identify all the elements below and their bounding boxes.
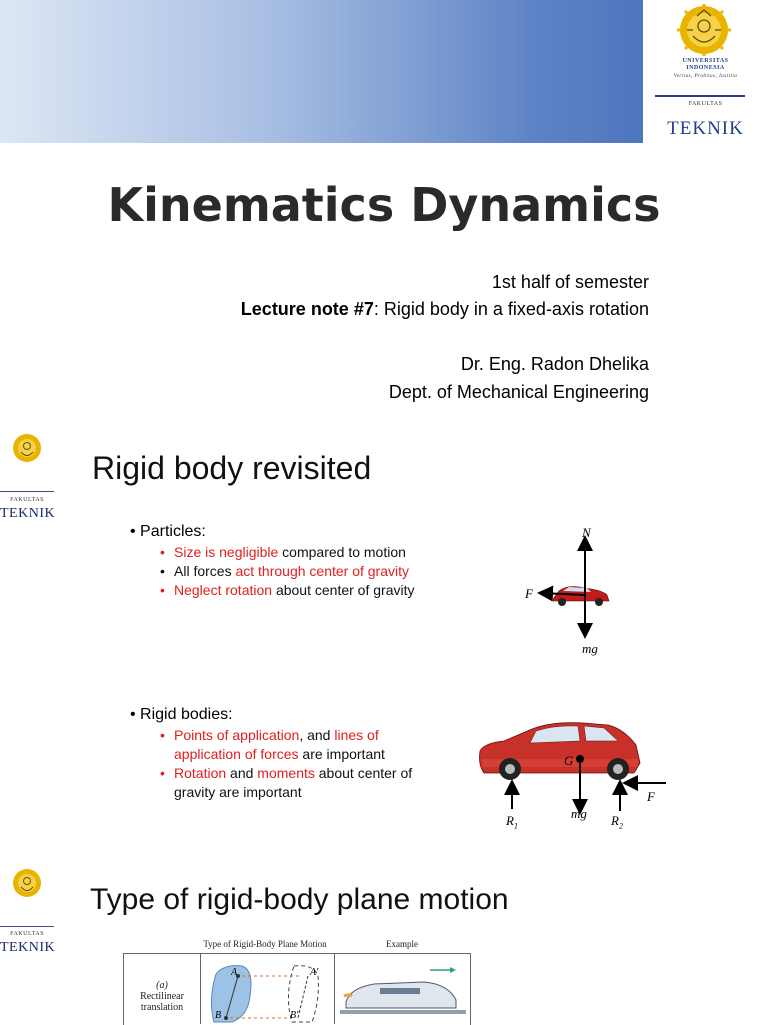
logo-faculty-label-left: FAKULTAS xyxy=(10,497,44,503)
faculty-label: FAKULTAS xyxy=(688,101,723,107)
makara-logo-small-icon xyxy=(12,433,42,463)
university-logo-panel xyxy=(643,0,768,143)
label-G: G xyxy=(564,753,574,768)
semester-text: 1st half of semester xyxy=(491,272,649,292)
slide-title-plane-motion: Type of rigid-body plane motion xyxy=(90,883,509,916)
logo-divider xyxy=(655,95,745,97)
university-motto: Veritas, Probitas, Iustitia xyxy=(673,74,738,79)
logo-faculty-label-left: FAKULTAS xyxy=(10,931,44,937)
rigid-bodies-list xyxy=(160,726,412,802)
label-N: N xyxy=(582,525,591,540)
logo-divider-left xyxy=(0,926,54,927)
point-B: B xyxy=(215,1010,222,1021)
label-R2: $R_2$ xyxy=(611,813,623,831)
train-example-icon xyxy=(340,956,466,1024)
label-F: F xyxy=(525,586,533,601)
red-car-icon xyxy=(480,723,641,780)
list-item-continued: gravity are important xyxy=(174,784,302,800)
label-R1: $R_1$ xyxy=(506,813,518,831)
list-item: • Points of application, and lines of xyxy=(160,727,379,743)
faculty-name: TEKNIK xyxy=(667,118,744,139)
lecture-note-line xyxy=(241,299,649,320)
rigid-bodies-heading: • Rigid bodies: xyxy=(130,706,233,723)
university-name-bottom: INDONESIA xyxy=(686,65,725,71)
author-department: Dept. of Mechanical Engineering xyxy=(388,382,649,402)
logo-divider-left xyxy=(0,491,54,492)
point-A: A xyxy=(231,967,238,978)
table-header-type: Type of Rigid-Body Plane Motion xyxy=(203,939,327,949)
table-divider xyxy=(334,953,335,1024)
particles-heading: • Particles: xyxy=(130,523,206,540)
lecture-note-label: Lecture note #7 xyxy=(240,299,374,319)
deck-title: Kinematics Dynamics xyxy=(107,178,661,232)
row-label: (a) Rectilinear translation xyxy=(140,980,184,1013)
point-B-prime: B′ xyxy=(290,1010,299,1021)
author-name: Dr. Eng. Radon Dhelika xyxy=(460,354,649,374)
small-car-icon xyxy=(553,587,609,607)
label-F-rigid: F xyxy=(647,789,655,804)
particles-list xyxy=(160,543,414,600)
table-divider xyxy=(200,953,201,1024)
label-mg-rigid: mg xyxy=(571,806,587,821)
logo-faculty-name-left: TEKNIK xyxy=(0,506,56,521)
point-A-prime: A′ xyxy=(310,967,319,978)
university-name-top: UNIVERSITAS xyxy=(682,58,729,64)
lecture-note-topic: : Rigid body in a fixed-axis rotation xyxy=(373,299,649,319)
makara-logo-small-icon xyxy=(12,868,42,898)
list-item: • All forces act through center of gravity xyxy=(160,563,410,579)
label-mg: mg xyxy=(582,641,598,656)
list-item: • Size is negligible compared to motion xyxy=(160,544,406,560)
list-item: • Neglect rotation about center of gravity xyxy=(160,582,415,598)
slide-title-rigid-body: Rigid body revisited xyxy=(92,450,372,486)
logo-faculty-name-left: TEKNIK xyxy=(0,940,56,955)
list-item: • Rotation and moments about center of xyxy=(160,765,413,781)
table-header-example: Example xyxy=(386,939,418,949)
list-item-continued: application of forces are important xyxy=(174,746,385,762)
makara-logo-icon xyxy=(677,4,731,56)
